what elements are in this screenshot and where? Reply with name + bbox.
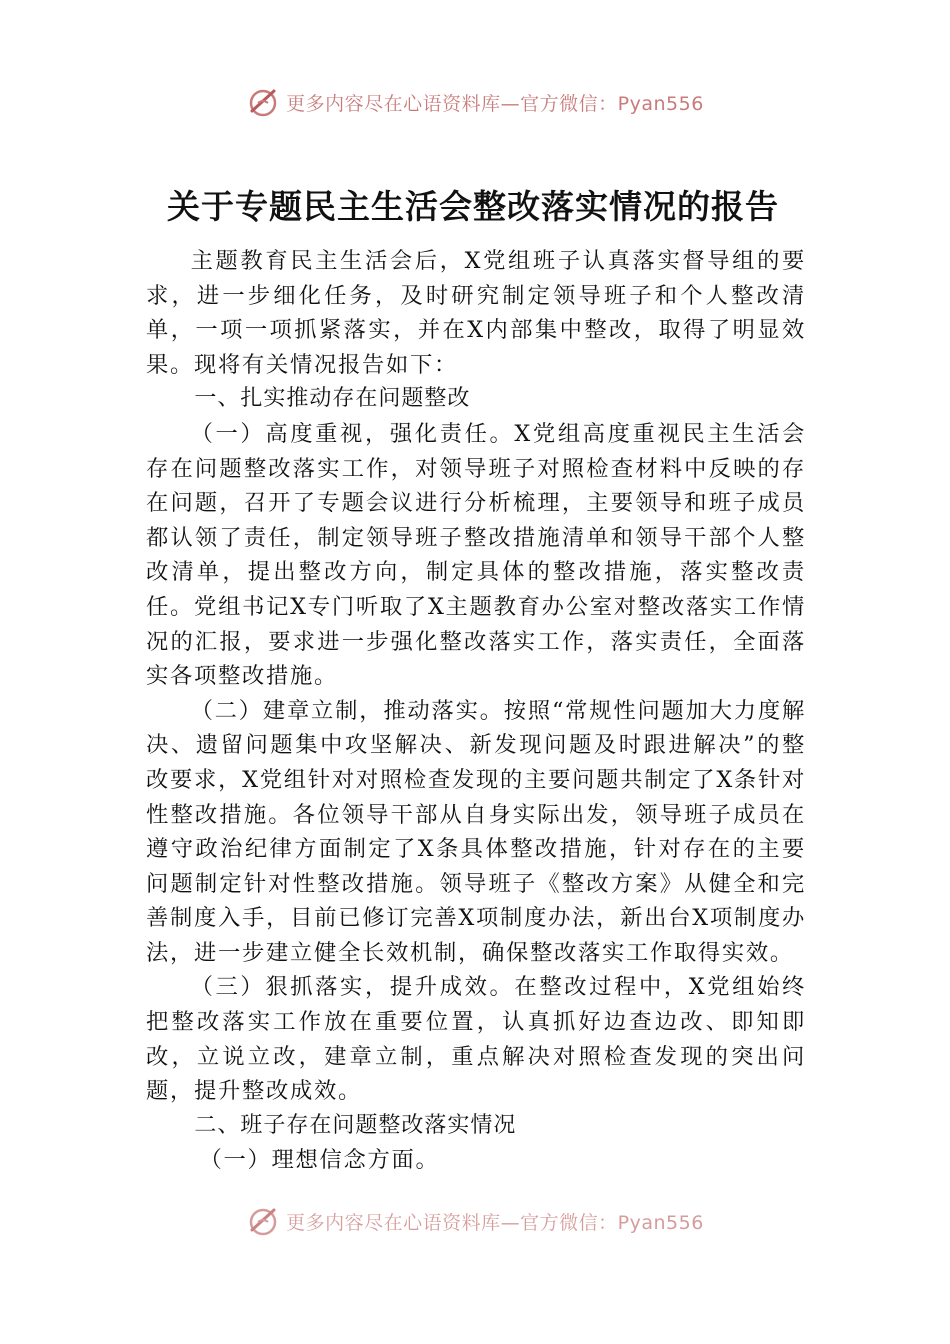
document-title: 关于专题民主生活会整改落实情况的报告 (167, 187, 779, 226)
watermark-header (0, 82, 950, 122)
document-page (146, 182, 806, 1178)
watermark-text: 更多内容尽在心语资料库—官方微信：Pyan556 (286, 1211, 704, 1234)
paragraph-1: （一）高度重视，强化责任。X党组高度重视民主生活会存在问题整改落实工作，对领导班子对照检查材料中反映的存在问题，召开了专题会议进行分析梳理，主要领导和班子成员都认领了责任，制定领导班子整改措施清单和领导干部个人整改清单，提出整改方向，制定具体的整改措施，落实整改责任。党组书记X专门听取了X主题教育办公室对整改落实工作情况的汇报，要求进一步强化整改落实工作，落实责任，全面落实各项整改措施。 (146, 420, 806, 690)
brush-logo-icon (246, 85, 280, 119)
section-1-heading: 一、扎实推动存在问题整改 (194, 386, 471, 412)
subsection-1: （一）理想信念方面。 (199, 1147, 440, 1174)
section-2-heading: 二、班子存在问题整改落实情况 (194, 1112, 517, 1138)
brush-logo-icon (246, 1204, 280, 1238)
paragraph-3: （三）狠抓落实，提升成效。在整改过程中，X党组始终把整改落实工作放在重要位置，认真抓好边查边改、即知即改，立说立改，建章立制，重点解决对照检查发现的突出问题，提升整改成效。 (146, 974, 806, 1105)
paragraph-2: （二）建章立制，推动落实。按照“常规性问题加大力度解决、遗留问题集中攻坚解决、新发现问题及时跟进解决”的整改要求，X党组针对对照检查发现的主要问题共制定了X条针对性整改措施。各位领导干部从自身实际出发，领导班子成员在遵守政治纪律方面制定了X条具体整改措施，针对存在的主要问题制定针对性整改措施。领导班子《整改方案》从健全和完善制度入手，目前已修订完善X项制度办法，新出台X项制度办法，进一步建立健全长效机制，确保整改落实工作取得实效。 (146, 697, 806, 966)
watermark-footer (0, 1201, 950, 1241)
intro-paragraph: 主题教育民主生活会后，X党组班子认真落实督导组的要求，进一步细化任务，及时研究制定领导班子和个人整改清单，一项一项抓紧落实，并在X内部集中整改，取得了明显效果。现将有关情况报告如下： (146, 248, 806, 378)
watermark-text: 更多内容尽在心语资料库—官方微信：Pyan556 (286, 92, 704, 115)
